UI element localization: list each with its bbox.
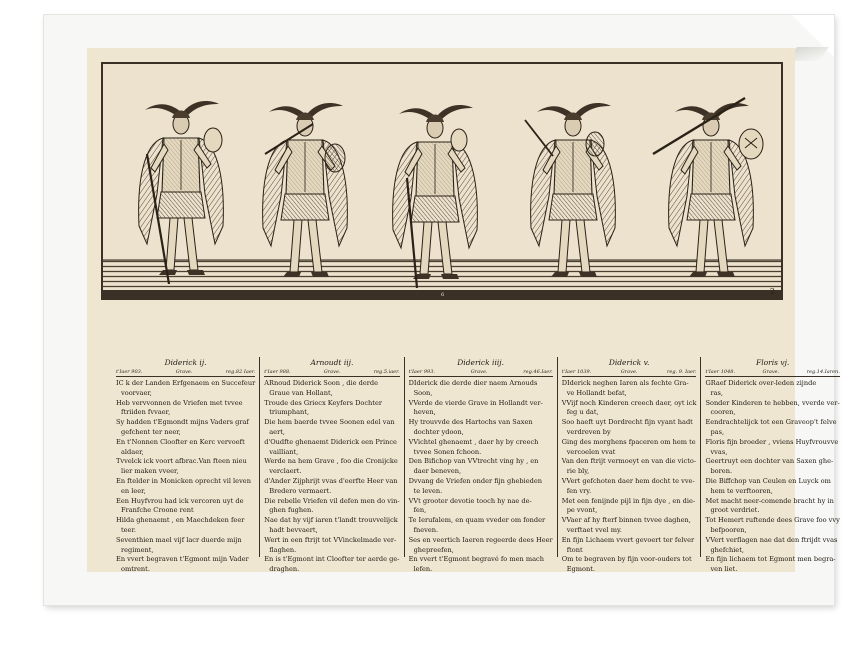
verse-line: heven, bbox=[413, 408, 436, 417]
count-reign: reg.5.iaer. bbox=[373, 369, 400, 375]
verse-line: Ging des morghens fpaceren om hem te bbox=[561, 437, 696, 446]
verse-line: rie bly, bbox=[566, 467, 590, 476]
verse-line: pe vvont, bbox=[566, 506, 598, 515]
verse-line: ve Hollandt befat, bbox=[566, 388, 627, 397]
count-name: Arnoudt iij. bbox=[310, 358, 354, 367]
verse-line: En vvert t'Egmont begravé fo men mach bbox=[408, 555, 544, 564]
verse-line: VVichtel ghenaemt , daer hy by creech bbox=[408, 437, 539, 446]
verse-line: VVt grooter devotie tooch hy nae de- bbox=[408, 496, 532, 505]
count-meta bbox=[409, 368, 553, 377]
verse-line: Sonder Kinderen te hebben, vverde ver- bbox=[705, 398, 840, 407]
verse-line: d'Ander Zijphrijt vvas d'eerfte Heer van bbox=[264, 476, 398, 485]
verse-line: lefen. bbox=[413, 565, 433, 574]
verse-column-3 bbox=[404, 357, 557, 574]
verse-line: teer. bbox=[121, 525, 136, 534]
verse-line: En fijn lichaem tot Egmont men begra- bbox=[705, 555, 836, 564]
verse-line: aert, bbox=[269, 427, 285, 436]
verse-line: Die rebelle Vriefen vil defen men do vin- bbox=[264, 496, 400, 505]
verse-line: En vvert begraven t'Egmont mijn Vader bbox=[116, 555, 249, 564]
verse-line: ftriiden fvvaer, bbox=[121, 408, 171, 417]
verse-column-1 bbox=[112, 357, 259, 574]
verse-line: Hilda ghenaemt , en Maechdeken feer bbox=[116, 516, 245, 525]
verse-line: En is t'Egmont int Cloofter ter aerde ge- bbox=[264, 555, 400, 564]
verse-line: Die Biffchop van Ceulen en Luyck om bbox=[705, 476, 831, 485]
verse-line: Die hem baerde tvvee Soonen edel van bbox=[264, 418, 395, 427]
verse-line: Met een fenijnde pijl in fijn dye , en die- bbox=[561, 496, 696, 505]
engraving-plate bbox=[101, 62, 783, 300]
count-meta bbox=[562, 368, 697, 377]
verse-line: fen, bbox=[413, 506, 427, 515]
verse-line: tvvee Sonen fchoon. bbox=[413, 447, 482, 456]
verse-line: Om te begraven by fijn voor-ouders tot bbox=[561, 555, 692, 564]
verse-line: flaghen. bbox=[269, 545, 297, 554]
verse-line: aldaer, bbox=[121, 447, 144, 456]
verse-line: Franfche Croone rent bbox=[121, 506, 194, 515]
verse-line: Eendrachtelijck tot een Graveop't felve bbox=[705, 418, 837, 427]
verse-line: Wert in een ftrijt tot VVinckelmade ver- bbox=[264, 535, 397, 544]
verse-line: vercoelen vvat bbox=[566, 447, 616, 456]
verse-line: Floris fijn broeder , vviens Huyfvrouvve bbox=[705, 437, 839, 446]
verse-line: lier maken vveer, bbox=[121, 467, 179, 476]
verse-line: DIderick die derde dier naem Arnouds bbox=[408, 379, 538, 387]
count-year: t'Iaer 1039. bbox=[561, 369, 592, 375]
verse-line: ARnoud Diderick Soon , die derde bbox=[264, 379, 379, 387]
verse-line: Soo haeft uyt Dordrecht fijn vyant hadt bbox=[561, 418, 693, 427]
verse-line: hadt bevvaert, bbox=[269, 525, 318, 534]
verse-line: Met macht neer-comende bracht hy in bbox=[705, 496, 834, 505]
verse-line: te leven. bbox=[413, 486, 443, 495]
verse-line: d'Oudfte ghenaemt Diderick een Prince bbox=[264, 437, 397, 446]
verse-line: triumphant, bbox=[269, 408, 310, 417]
verse-line: Een Huyfvrou had ick vercoren uyt de bbox=[116, 496, 244, 505]
verse-line: Nae dat hy vijf iaren t'landt trouvvelijck bbox=[264, 516, 398, 525]
verse-line: Ses en veertich Iaeren regeerde dees Heer bbox=[408, 535, 553, 544]
count-reign: reg.14.Iaren. bbox=[806, 369, 840, 375]
count-year: t'Iaer 993. bbox=[408, 369, 435, 375]
verse-line: En ftelder in Monicken oprecht vil leven bbox=[116, 476, 251, 485]
count-reign: reg. 9. Iaer. bbox=[667, 369, 697, 375]
verse-line: pas, bbox=[710, 427, 725, 436]
verse-line: fneven. bbox=[413, 525, 439, 534]
verse-line: dochter ydoon, bbox=[413, 427, 464, 436]
count-meta bbox=[116, 368, 255, 377]
verse-line: En t'Nonnen Cloofter en Kerc vervoeft bbox=[116, 437, 245, 446]
verse-line: vvas, bbox=[710, 447, 728, 456]
count-role: Grave. bbox=[620, 369, 638, 375]
count-meta bbox=[705, 368, 839, 377]
verse-line: VVijf noch Kinderen creech daer, oyt ick bbox=[561, 398, 697, 407]
verse-line: Soon, bbox=[413, 388, 433, 397]
count-year: t'Iaer 1048. bbox=[705, 369, 736, 375]
verse-line: Graue van Hollant, bbox=[269, 388, 333, 397]
count-year: t'Iaer 903. bbox=[116, 369, 143, 375]
count-name: Diderick ij. bbox=[164, 358, 207, 367]
verse-line: VVert gefchoten daer hem docht te vve- bbox=[561, 476, 695, 485]
count-name: Floris vj. bbox=[756, 358, 790, 367]
verse-panel bbox=[112, 357, 840, 574]
verse-line: feg u dat, bbox=[566, 408, 599, 417]
verse-line: groot verdriet. bbox=[710, 506, 760, 515]
count-name: Diderick iiij. bbox=[457, 358, 504, 367]
plate-inner-mark: 6 bbox=[441, 292, 445, 298]
verse-line: hem te verftooren, bbox=[710, 486, 773, 495]
verse-line: verftaet vvel my. bbox=[566, 525, 622, 534]
verse-line: Tvvelck ick voort afbrac.Van fteen nieu bbox=[116, 457, 247, 466]
verse-line: omtrent. bbox=[121, 565, 150, 574]
verse-line: Sy hadden t'Egmondt mijns Vaders graf bbox=[116, 418, 249, 427]
knights-illustration bbox=[103, 64, 781, 298]
verse-line: daer beneven, bbox=[413, 467, 462, 476]
verse-line: en leer, bbox=[121, 486, 146, 495]
verse-line: ghepreefen, bbox=[413, 545, 454, 554]
verse-line: Bredero vermaert. bbox=[269, 486, 332, 495]
verse-line: Heb vervvonnen de Vriefen met tvvee bbox=[116, 398, 243, 407]
verse-line: Geertruyt een dochter van Saxen ghe- bbox=[705, 457, 834, 466]
verse-line: ftont bbox=[566, 545, 583, 554]
count-role: Grave. bbox=[323, 369, 341, 375]
verse-line: Dvvang de Vriefen onder fijn ghebieden bbox=[408, 476, 542, 485]
verse-line: En fijn Lichaem vvert gevoert ter felver bbox=[561, 535, 695, 544]
verse-line: VVerde de vierde Grave in Hollandt ver- bbox=[408, 398, 543, 407]
verse-line: boren. bbox=[710, 467, 733, 476]
verse-line: IC k der Landen Erfgenaem en Succefeur bbox=[116, 379, 256, 387]
count-reign: reg.82 Iaer. bbox=[225, 369, 256, 375]
verse-line: befpooren, bbox=[710, 525, 747, 534]
count-role: Grave. bbox=[762, 369, 780, 375]
verse-line: Troude des Griecx Keyfers Dochter bbox=[264, 398, 383, 407]
verse-line: cooren, bbox=[710, 408, 736, 417]
verse-line: Seventhien mael vijf lacr duerde mijn bbox=[116, 535, 242, 544]
verse-column-4 bbox=[557, 357, 701, 574]
verse-line: VVert verflagen nae dat den ftrijdt vvas bbox=[705, 535, 838, 544]
verse-line: verdreven by bbox=[566, 427, 611, 436]
verse-line: gefchent ter neer, bbox=[121, 427, 181, 436]
verse-line: fen vry. bbox=[566, 486, 592, 495]
verse-line: Hy trouvvde des Hartochs van Saxen bbox=[408, 418, 533, 427]
verse-line: GRaef Diderick over-leden zijnde bbox=[705, 379, 817, 387]
count-name: Diderick v. bbox=[608, 358, 650, 367]
verse-line: draghen. bbox=[269, 565, 300, 574]
verse-line: vailliant, bbox=[269, 447, 299, 456]
verse-line: Te Ierufalem, en quam vveder om fonder bbox=[408, 516, 546, 525]
count-year: t'Iaer 988. bbox=[264, 369, 291, 375]
verse-line: Egmont. bbox=[566, 565, 595, 574]
count-role: Grave. bbox=[470, 369, 488, 375]
verse-line: DIderick neghen Iaren als fechte Gra- bbox=[561, 379, 689, 387]
verse-line: Den Bifichop van VVtrecht ving hy , en bbox=[408, 457, 539, 466]
verse-line: ghefchiet, bbox=[710, 545, 744, 554]
verse-line: voorvaer, bbox=[121, 388, 152, 397]
verse-line: ghen fughen. bbox=[269, 506, 314, 515]
count-role: Grave. bbox=[175, 369, 193, 375]
count-meta bbox=[264, 368, 399, 377]
verse-line: Tot Hemert ruftende dees Grave foo vvy bbox=[705, 516, 840, 525]
count-reign: reg.46.Iaer. bbox=[523, 369, 553, 375]
verse-line: VVaer af hy fterf binnen tvvee daghen, bbox=[561, 516, 691, 525]
verse-line: Van den ftrijt vermoeyt en van die victo- bbox=[561, 457, 697, 466]
verse-column-5 bbox=[700, 357, 843, 574]
verse-line: ven liet. bbox=[710, 565, 738, 574]
verse-column-2 bbox=[259, 357, 403, 574]
plate-number: 2 bbox=[769, 287, 775, 296]
verse-line: Werde na hem Grave , foo die Cronijcke bbox=[264, 457, 398, 466]
verse-line: ras, bbox=[710, 388, 724, 397]
verse-line: verclaert. bbox=[269, 467, 302, 476]
verse-line: regiment, bbox=[121, 545, 154, 554]
